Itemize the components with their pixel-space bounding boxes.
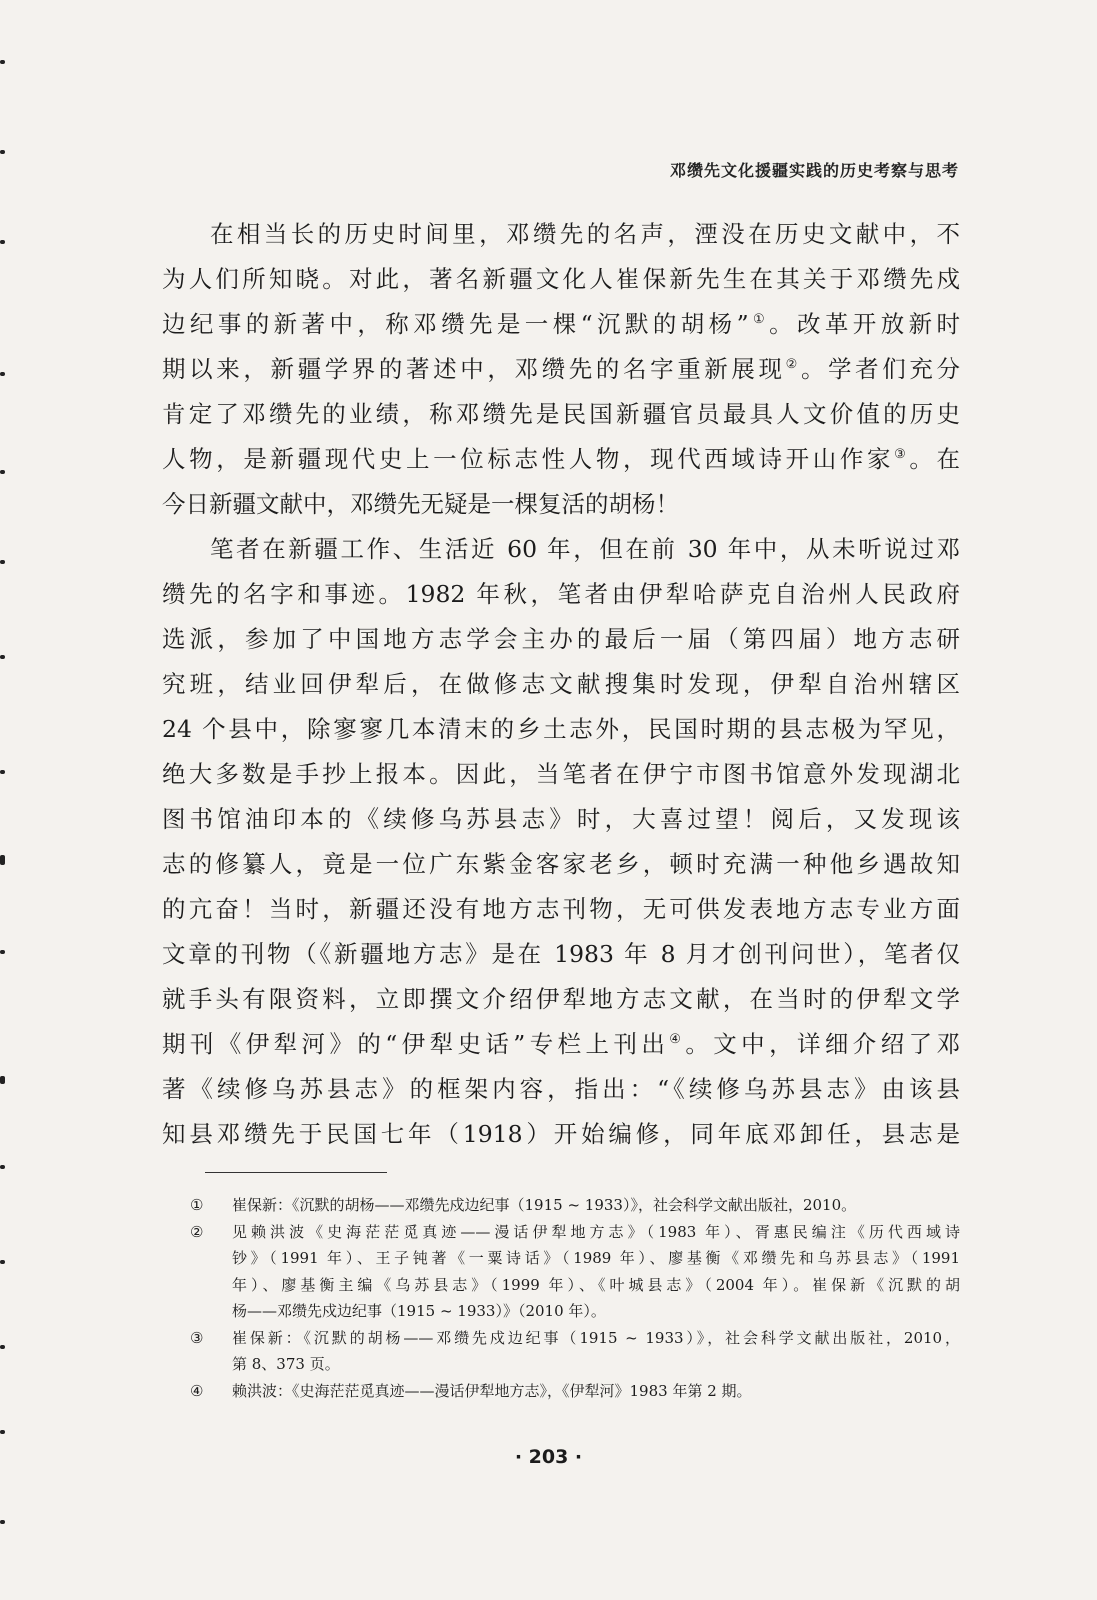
text-line: 的亢奋！当时，新疆还没有地方志刊物，无可供发表地方志专业方面: [162, 895, 960, 923]
footnote-line: 赖洪波：《史海茫茫觅真迹——漫话伊犁地方志》，《伊犁河》1983 年第 2 期。: [232, 1381, 752, 1400]
paragraph-2: [162, 527, 960, 1157]
footnote-divider: [205, 1172, 387, 1173]
footnote-line: 杨——邓缵先戍边纪事（1915 ~ 1933）》（2010 年）。: [232, 1302, 606, 1320]
footnote-ref-4[interactable]: ④: [669, 1032, 686, 1048]
text-line: 绝大多数是手抄上报本。因此，当笔者在伊宁市图书馆意外发现湖北: [162, 760, 960, 788]
footnote-ref-1[interactable]: ①: [748, 312, 770, 328]
text-line: 知县邓缵先于民国七年（1918）开始编修，同年底邓卸任，县志是: [162, 1120, 960, 1148]
text-line: 志的修纂人，竟是一位广东紫金客家老乡，顿时充满一种他乡遇故知: [162, 850, 960, 878]
text-line: 期刊《伊犁河》的“伊犁史话”专栏上刊出④。文中，详细介绍了邓: [162, 1030, 960, 1058]
text-line: 肯定了邓缵先的业绩，称邓缵先是民国新疆官员最具人文价值的历史: [162, 400, 960, 428]
paragraph-1: [162, 212, 960, 527]
scan-edge-marks: [0, 0, 8, 1600]
footnote-3: [190, 1325, 960, 1378]
footnote-line: 崔保新：《沉默的胡杨——邓缵先戍边纪事（1915 ~ 1933）》，社会科学文献出版社，2010，: [232, 1328, 960, 1347]
page-number: · 203 ·: [514, 1446, 583, 1468]
text-line: 选派，参加了中国地方志学会主办的最后一届（第四届）地方志研: [162, 625, 960, 653]
running-header: 邓缵先文化援疆实践的历史考察与思考: [669, 161, 959, 180]
footnotes: [190, 1192, 960, 1404]
footnote-line: 年）、廖基衡主编《乌苏县志》（1999 年）、《叶城县志》（2004 年）。崔保新《沉默的胡: [232, 1275, 960, 1294]
footnote-line: 见赖洪波《史海茫茫觅真迹——漫话伊犁地方志》（1983 年）、胥惠民编注《历代西域诗: [232, 1222, 960, 1241]
footnote-ref-2[interactable]: ②: [785, 357, 801, 373]
footnote-line: 崔保新：《沉默的胡杨——邓缵先戍边纪事（1915 ~ 1933）》，社会科学文献出版社，2010。: [232, 1196, 857, 1214]
text-line: 著《续修乌苏县志》的框架内容，指出：“《续修乌苏县志》由该县: [162, 1075, 960, 1103]
footnote-mark: ③: [190, 1328, 204, 1347]
footnote-1: [190, 1192, 960, 1219]
text-line: 今日新疆文献中，邓缵先无疑是一棵复活的胡杨！: [162, 490, 679, 518]
text-line: 24 个县中，除寥寥几本清末的乡土志外，民国时期的县志极为罕见，: [162, 715, 960, 743]
text-line: 在相当长的历史时间里，邓缵先的名声，湮没在历史文献中，不: [210, 220, 960, 248]
footnote-mark: ④: [190, 1381, 204, 1400]
main-text: [162, 212, 960, 1157]
footnote-line: 钞》（1991 年）、王子钝著《一粟诗话》（1989 年）、廖基衡《邓缵先和乌苏县志》（1991: [232, 1249, 960, 1267]
text-line: 图书馆油印本的《续修乌苏县志》时，大喜过望！阅后，又发现该: [162, 805, 960, 833]
footnote-line: 第 8、373 页。: [232, 1355, 340, 1373]
text-line: 人物，是新疆现代史上一位标志性人物，现代西域诗开山作家③。在: [162, 445, 960, 473]
text-line: 边纪事的新著中，称邓缵先是一棵“沉默的胡杨”①。改革开放新时: [162, 310, 960, 338]
footnote-mark: ②: [190, 1222, 204, 1241]
text-line: 缵先的名字和事迹。1982 年秋，笔者由伊犁哈萨克自治州人民政府: [162, 580, 960, 608]
text-line: 就手头有限资料，立即撰文介绍伊犁地方志文献，在当时的伊犁文学: [162, 985, 960, 1013]
text-line: 究班，结业回伊犁后，在做修志文献搜集时发现，伊犁自治州辖区: [162, 670, 960, 698]
footnote-mark: ①: [190, 1196, 204, 1214]
text-line: 期以来，新疆学界的著述中，邓缵先的名字重新展现②。学者们充分: [162, 355, 960, 383]
text-line: 文章的刊物（《新疆地方志》是在 1983 年 8 月才创刊问世），笔者仅: [162, 940, 960, 968]
text-line: 为人们所知晓。对此，著名新疆文化人崔保新先生在其关于邓缵先戍: [162, 265, 960, 293]
footnote-2: [190, 1219, 960, 1325]
text-line: 笔者在新疆工作、生活近 60 年，但在前 30 年中，从未听说过邓: [210, 535, 960, 563]
footnote-4: [190, 1378, 960, 1405]
footnote-ref-3[interactable]: ③: [894, 447, 910, 463]
